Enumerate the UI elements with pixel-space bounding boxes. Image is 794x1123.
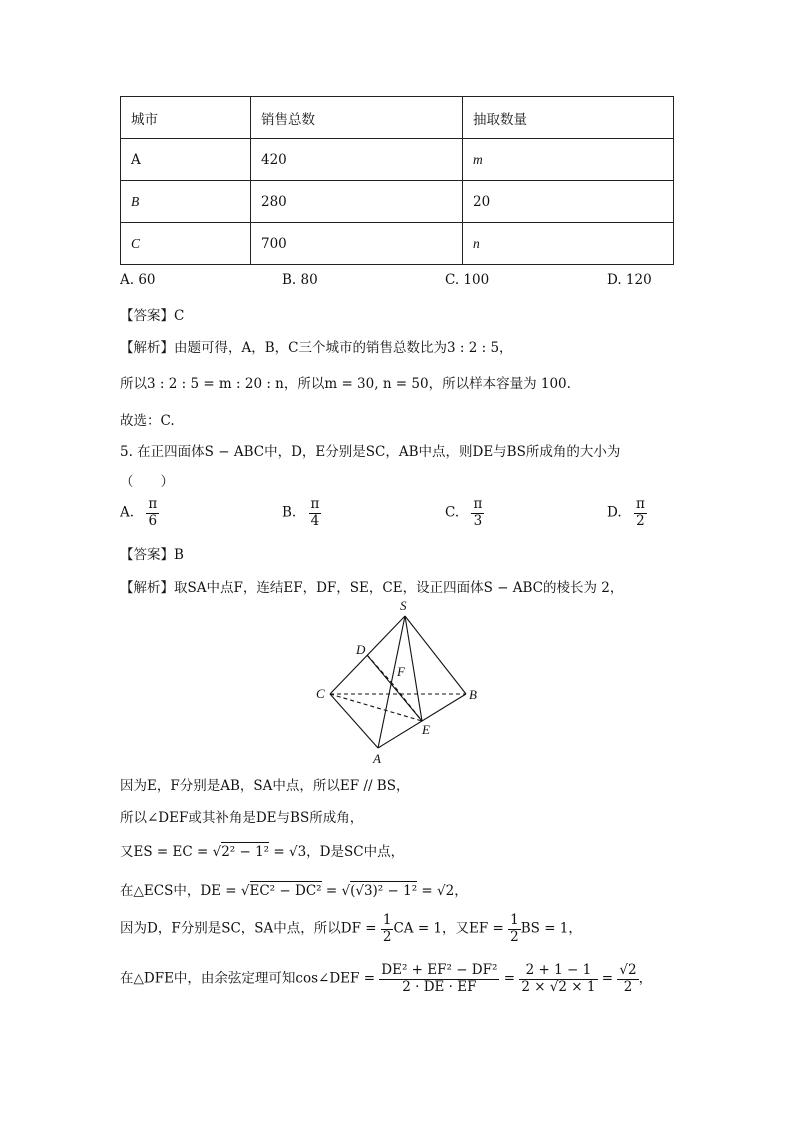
q5-answer: 【答案】B (120, 547, 184, 563)
sqrt-radicand: (√3)² − 1² (350, 883, 418, 899)
frac-numerator: 2 + 1 − 1 (519, 963, 597, 980)
segment-SE (405, 616, 422, 721)
frac-denominator: 3 (473, 512, 483, 529)
vertex-label-B: B (469, 687, 477, 702)
table-cell: 20 (463, 181, 674, 223)
point-label-D: D (356, 642, 366, 657)
text-segment: CA = 1，又EF = (393, 920, 509, 937)
frac-numerator: √2 (619, 962, 637, 978)
solution-line-1: 因为E，F分别是AB，SA中点，所以EF // BS， (120, 778, 410, 794)
text-segment: ， (638, 970, 653, 987)
point-label-E: E (422, 722, 430, 737)
text-segment: = √3，D是SC中点， (269, 844, 405, 860)
table-row (121, 223, 674, 265)
q4-option-a: A. 60 (120, 272, 156, 288)
frac-numerator: π (310, 496, 320, 512)
text-segment: = √2， (417, 883, 468, 899)
table-header-cell: 城市 (121, 97, 251, 139)
table-cell: 700 (251, 223, 463, 265)
solution-line-4 (120, 879, 468, 899)
sqrt-sign: √ (240, 883, 250, 899)
q4-answer: 【答案】C (120, 308, 185, 324)
q4-option-d: D. 120 (607, 272, 652, 288)
frac-numerator: π (148, 496, 158, 512)
frac-denominator: 6 (148, 512, 158, 529)
solution-line-6 (120, 963, 652, 995)
tetrahedron-figure (300, 596, 500, 768)
text-segment: BS = 1， (520, 920, 582, 937)
q4-analysis-line-1: 【解析】由题可得，A，B，C三个城市的销售总数比为3 : 2 : 5， (120, 340, 513, 356)
option-label: B. (282, 504, 297, 521)
table-header-cell: 销售总数 (251, 97, 463, 139)
option-label: C. (445, 504, 460, 521)
q4-option-b: B. 80 (282, 272, 318, 288)
table-header-row (121, 97, 674, 139)
table-cell: A (121, 139, 251, 181)
frac-numerator: 1 (510, 912, 519, 928)
q5-paren: （ ） (120, 474, 174, 490)
edge-SB (405, 616, 466, 694)
sales-table (120, 96, 674, 265)
frac-numerator: π (635, 496, 645, 512)
table-cell: 420 (251, 139, 463, 181)
segment-CE-hidden (330, 694, 422, 721)
frac-numerator: DE² + EF² − DF² (381, 962, 498, 978)
option-label: A. (120, 504, 135, 521)
frac-numerator: π (473, 496, 483, 512)
sqrt-sign: √ (341, 883, 351, 899)
table-cell: B (121, 181, 251, 223)
vertex-label-A: A (373, 751, 381, 766)
text-segment: 在△ECS中，DE = (120, 883, 241, 899)
table-cell: m (463, 139, 674, 181)
text-segment: 又ES = EC = (120, 844, 213, 860)
table-row (121, 181, 674, 223)
q4-option-c: C. 100 (445, 272, 490, 288)
edge-CA (330, 694, 378, 748)
frac-denominator: 2 (382, 928, 392, 945)
solution-line-3 (120, 840, 404, 860)
table-cell: C (121, 223, 251, 265)
solution-line-2: 所以∠DEF或其补角是DE与BS所成角， (120, 810, 364, 826)
frac-denominator: 2 × √2 × 1 (521, 978, 596, 995)
q5-option-a (120, 497, 159, 529)
frac-denominator: 2 · DE · EF (402, 978, 477, 995)
point-label-F: F (397, 664, 405, 679)
option-label: D. (607, 504, 622, 521)
frac-denominator: 2 (510, 928, 519, 945)
q5-option-c (445, 497, 484, 529)
q4-conclusion: 故选：C. (120, 413, 175, 429)
solution-line-5 (120, 913, 582, 945)
frac-numerator: 1 (382, 912, 392, 928)
text-segment: = (597, 970, 618, 987)
table-cell: 280 (251, 181, 463, 223)
vertex-label-S: S (400, 598, 407, 613)
table-cell: n (463, 223, 674, 265)
vertex-label-C: C (316, 686, 325, 701)
q5-stem: 5. 在正四面体S − ABC中，D，E分别是SC，AB中点，则DE与BS所成角的大小为 (120, 444, 621, 460)
sqrt-sign: √ (212, 844, 222, 860)
frac-denominator: 2 (623, 978, 633, 995)
segment-FE-hidden (391, 682, 422, 721)
text-segment: = (499, 970, 520, 987)
q5-option-d (607, 497, 647, 529)
frac-denominator: 4 (310, 512, 320, 529)
q5-analysis-line-1: 【解析】取SA中点F，连结EF，DF，SE，CE，设正四面体S − ABC的棱长为 2， (120, 580, 624, 596)
table-row (121, 139, 674, 181)
q4-analysis-line-2: 所以3 : 2 : 5 = m : 20 : n，所以m = 30, n = 50，所以样本容量为 100. (120, 376, 571, 392)
text-segment: = (321, 883, 342, 899)
sqrt-radicand: 2² − 1² (221, 844, 270, 860)
text-segment: 因为D，F分别是SC，SA中点，所以DF = (120, 920, 381, 937)
q5-option-b (282, 497, 321, 529)
frac-denominator: 2 (636, 512, 645, 529)
text-segment: 在△DFE中，由余弦定理可知cos∠DEF = (120, 970, 380, 987)
sqrt-radicand: EC² − DC² (249, 883, 322, 899)
table-header-cell: 抽取数量 (463, 97, 674, 139)
